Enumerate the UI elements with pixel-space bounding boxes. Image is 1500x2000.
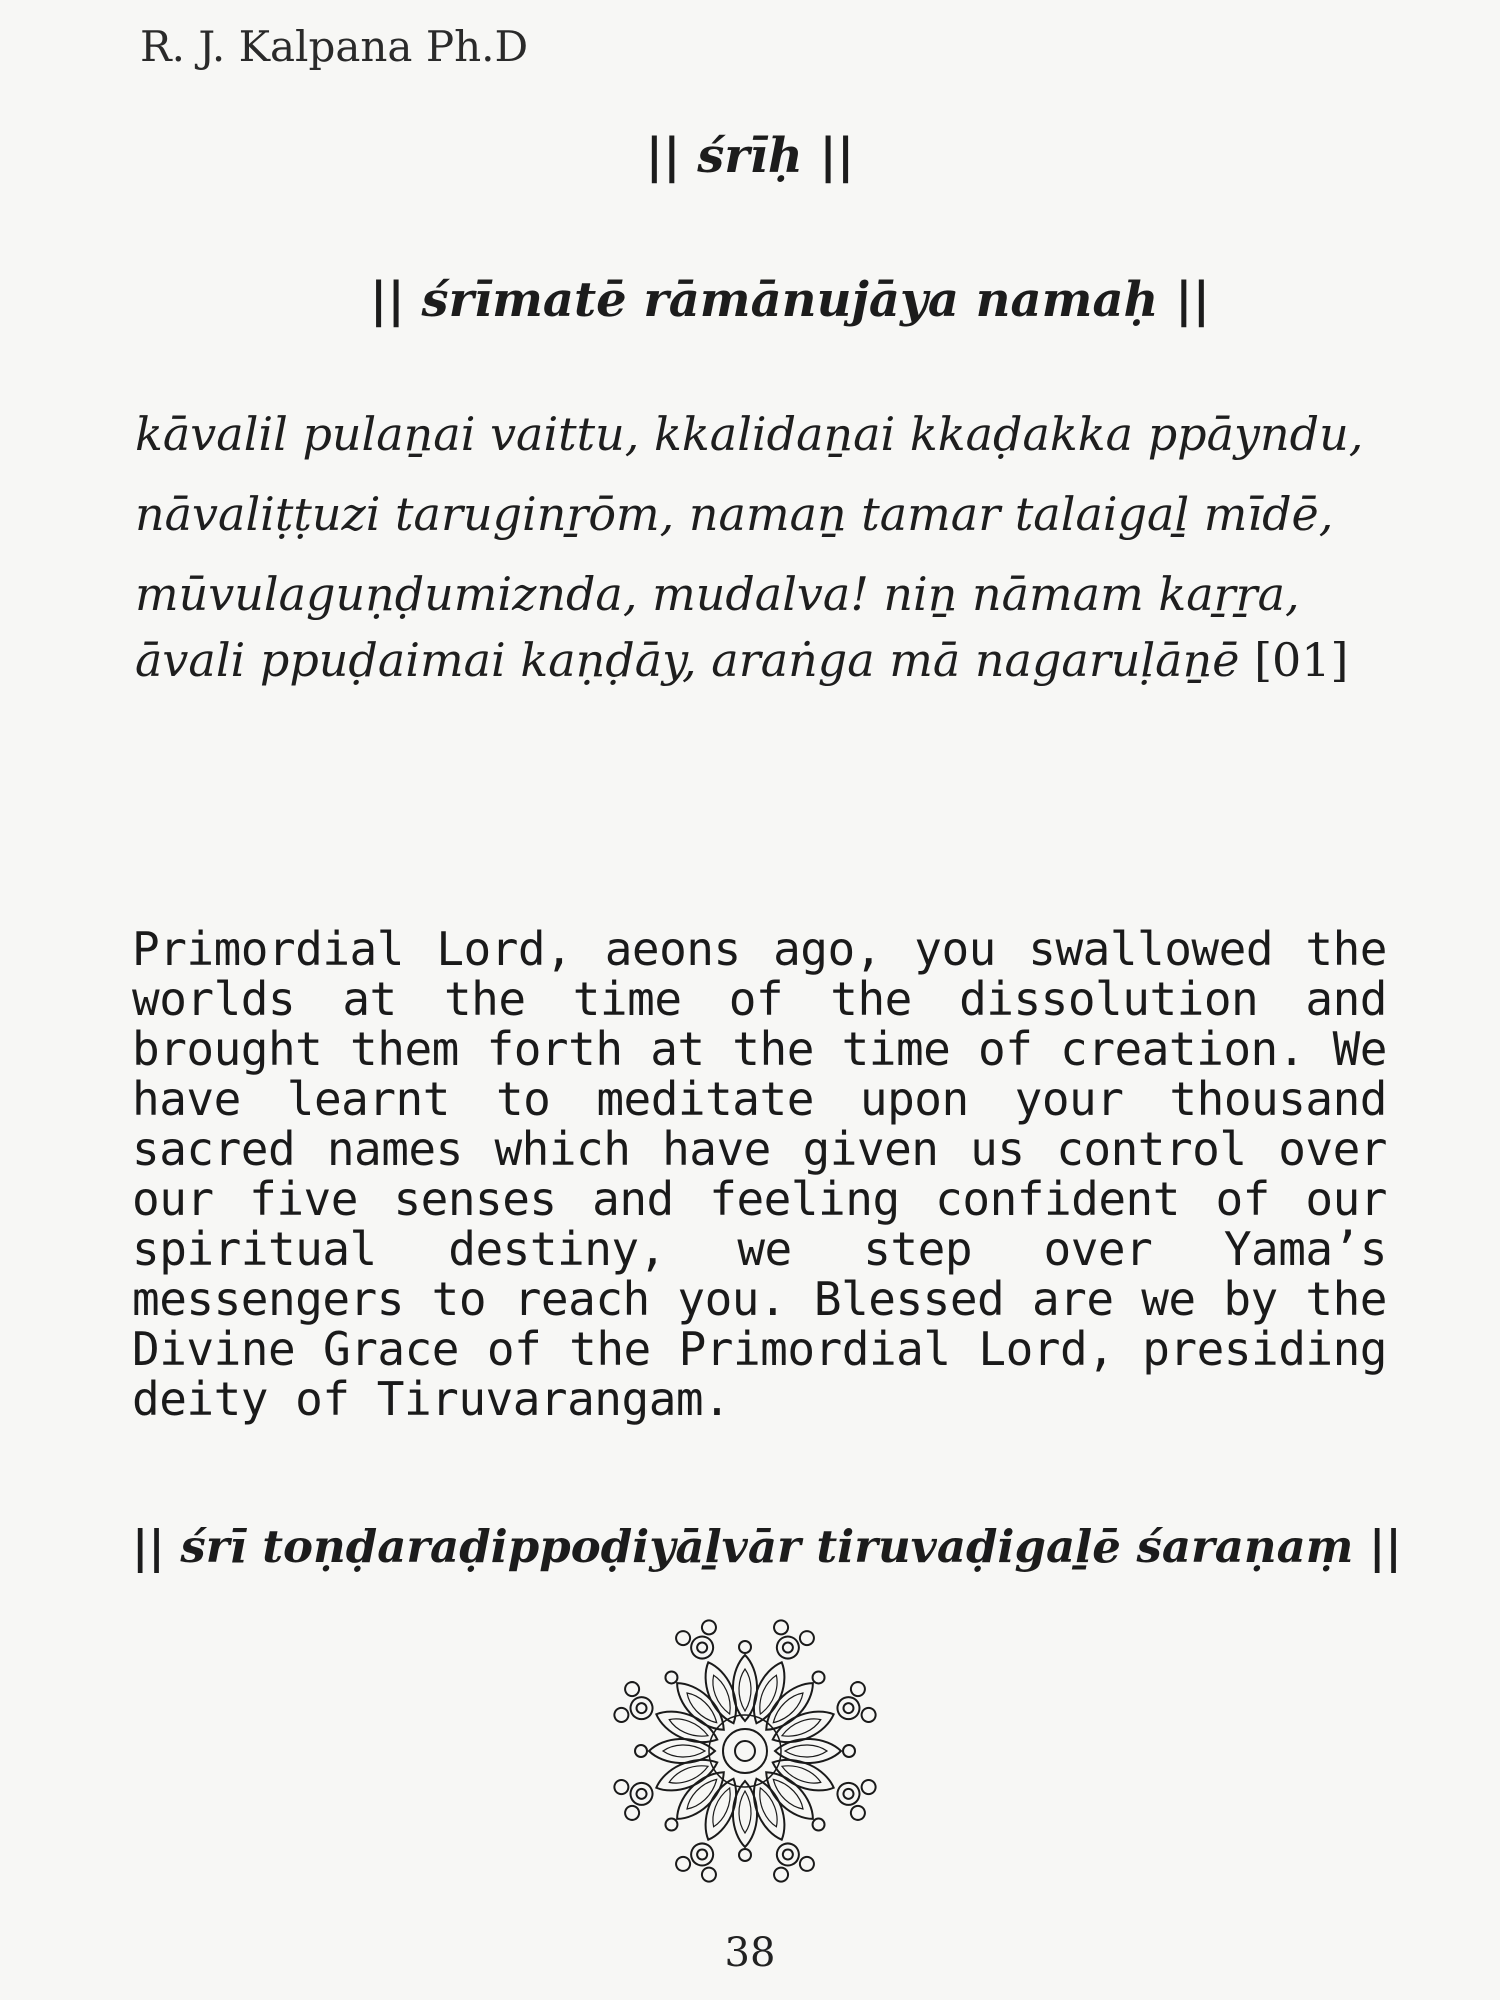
closing-salutation: || śrī toṇḍaraḍippoḍiyāḻvār tiruvaḍigaḻē śaraṇaṃ || [132, 1520, 1402, 1573]
verse-line-1: kāvalil pulaṉai vaittu, kkalidaṉai kkaḍakka ppāyndu, [135, 407, 1364, 461]
invocation-sri: || śrīḥ || [645, 128, 855, 184]
verse-number: [01] [1254, 633, 1349, 687]
verse-line-3: mūvulaguṇḍumiznda, mudalva! niṉ nāmam kaṟṟa, [135, 567, 1300, 621]
verse-line-4 [135, 633, 1385, 687]
mandala-ornament-icon [600, 1606, 890, 1896]
verse-line-4-text: āvali ppuḍaimai kaṇḍāy, araṅga mā nagaruḷāṉē [135, 633, 1240, 687]
page-number: 38 [724, 1930, 776, 1976]
running-header-author: R. J. Kalpana Ph.D [140, 22, 529, 71]
verse-line-2: nāvaliṭṭuzi taruginṟōm, namaṉ tamar talaigaḻ mīdē, [135, 487, 1334, 541]
invocation-ramanuja: || śrīmatē rāmānujāya namaḥ || [369, 272, 1211, 328]
english-translation: Primordial Lord, aeons ago, you swallowed the worlds at the time of the dissolution and brought them forth at the time of creation. We have learnt to meditate upon your thousand sacred names which have given us control over our five senses and feeling confident of our spiritual destiny, we step over Yama’s messengers to reach you. Blessed are we by the Divine Grace of the Primordial Lord, presiding deity of Tiruvarangam. [132, 922, 1387, 1426]
tamil-verse [135, 407, 1385, 716]
